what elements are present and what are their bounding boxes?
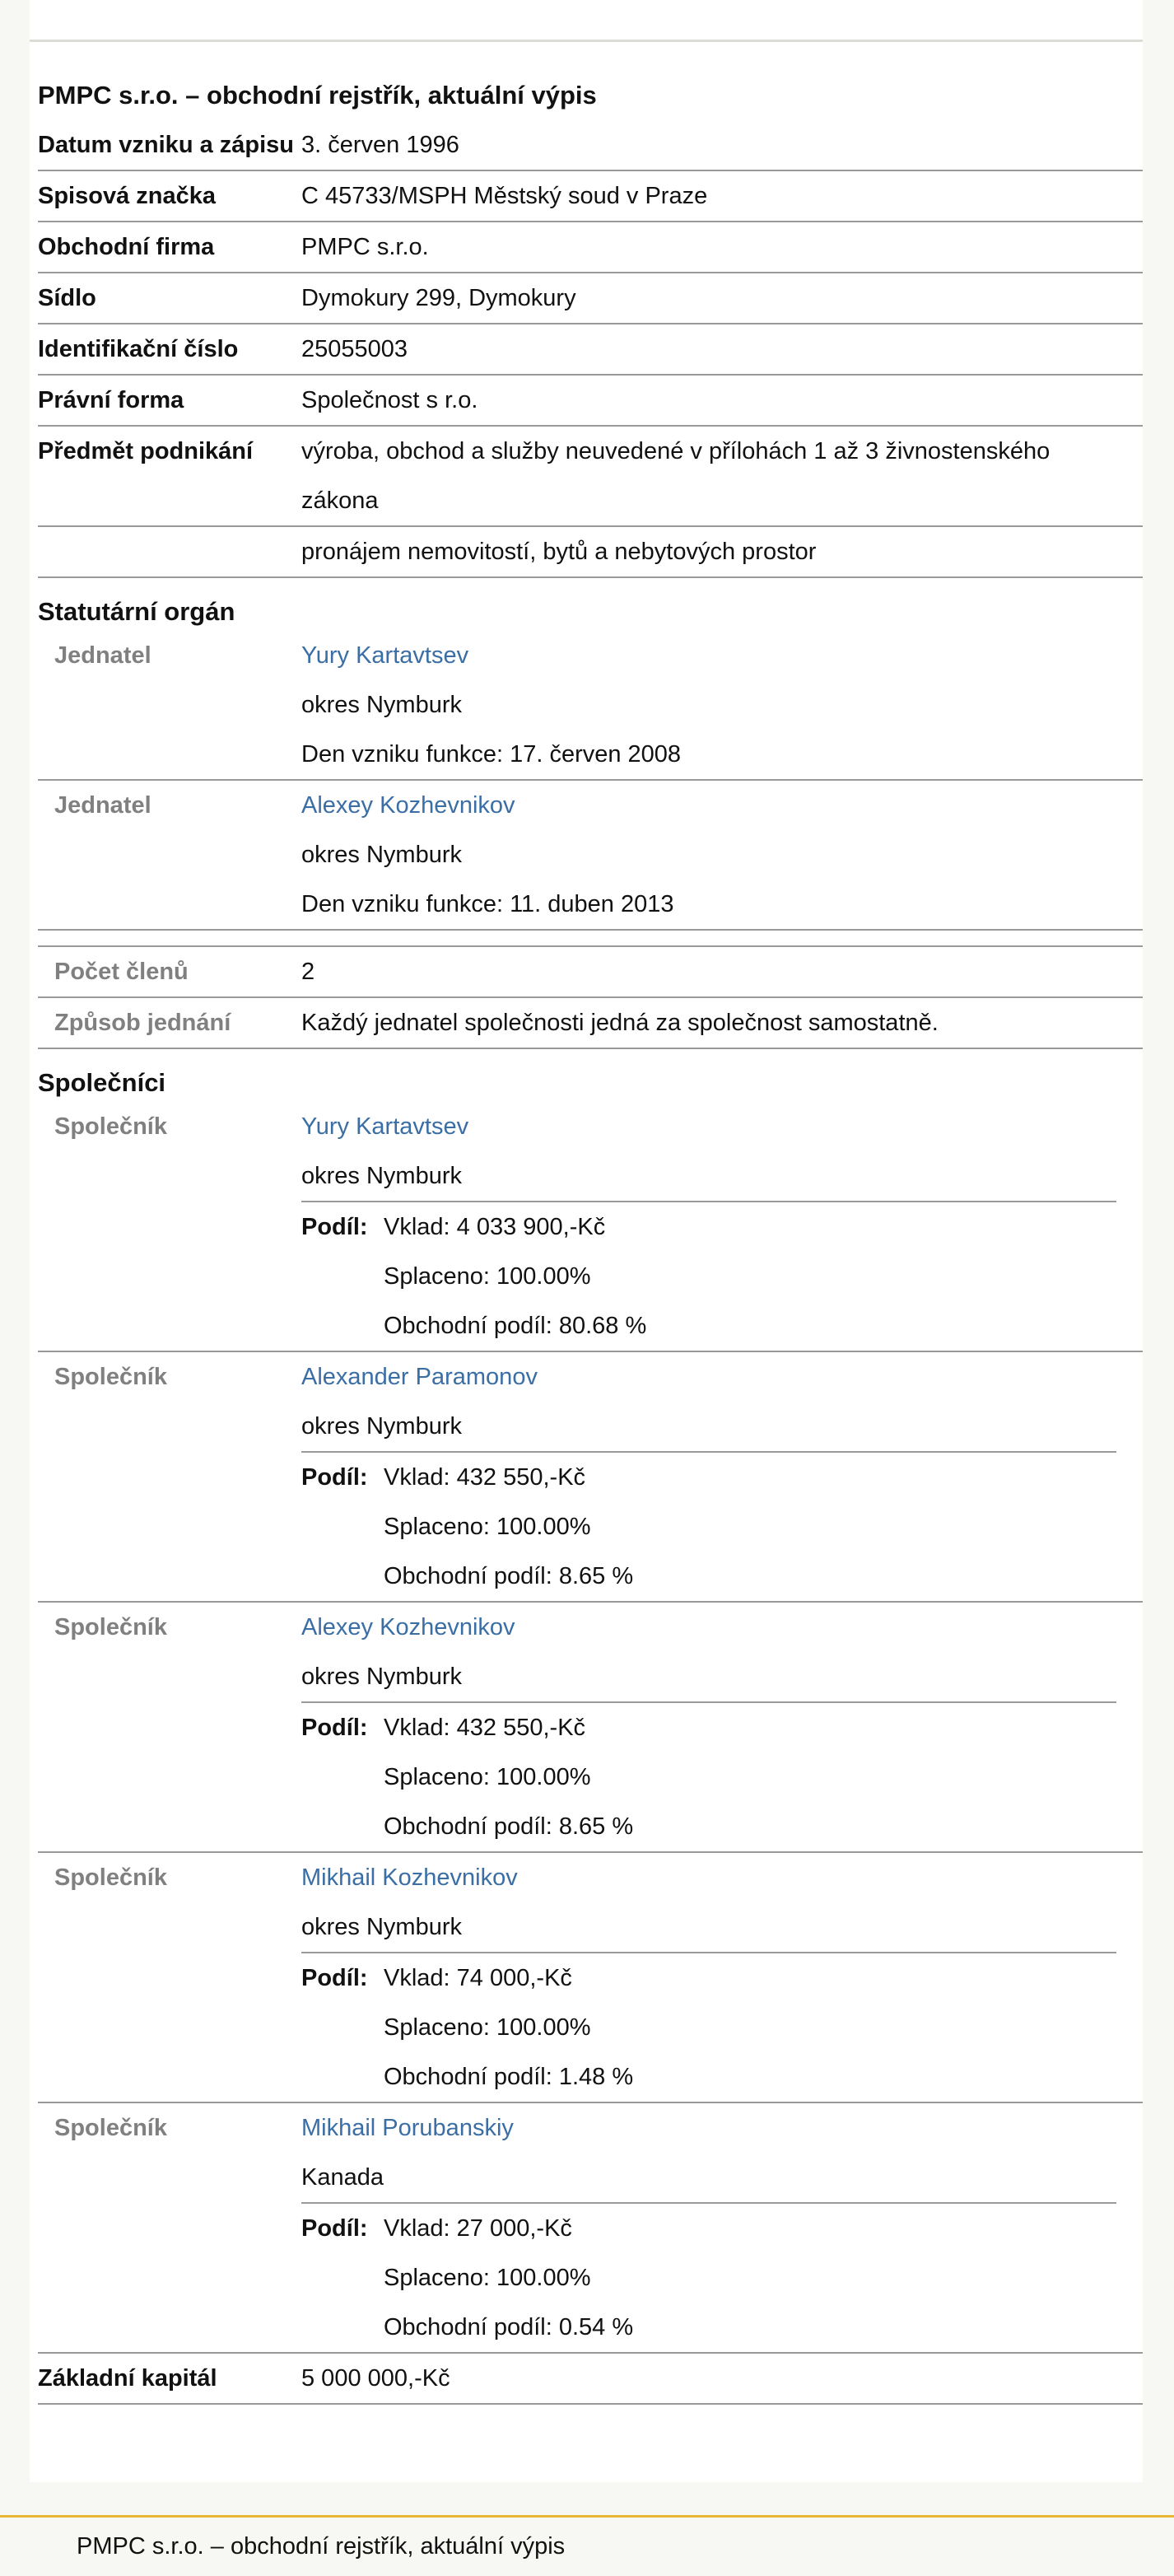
basic-info xyxy=(38,120,1143,578)
info-label: Právní forma xyxy=(38,387,184,413)
share-deposit: Vklad: 74 000,-Kč xyxy=(384,1965,572,1991)
partner-share xyxy=(301,1952,1116,2102)
info-row xyxy=(38,171,1143,222)
acting-method-row xyxy=(38,998,1143,1049)
info-row xyxy=(38,120,1143,171)
partner-location: Kanada xyxy=(301,2164,384,2191)
info-label: Sídlo xyxy=(38,285,96,311)
partner-name-link[interactable]: Mikhail Kozhevnikov xyxy=(301,1864,518,1891)
page-title: PMPC s.r.o. – obchodní rejstřík, aktuální výpis xyxy=(38,81,597,110)
info-value: Dymokury 299, Dymokury xyxy=(301,285,576,311)
capital-row xyxy=(38,2354,1143,2405)
partner-location: okres Nymburk xyxy=(301,1163,462,1189)
partner-name-link[interactable]: Alexey Kozhevnikov xyxy=(301,1614,515,1640)
share-paid: Splaceno: 100.00% xyxy=(384,2265,591,2291)
top-divider xyxy=(30,40,1143,42)
info-row xyxy=(38,376,1143,427)
registry-extract xyxy=(38,71,1143,2405)
share-label: Podíl: xyxy=(301,1715,368,1741)
member-since: Den vzniku funkce: 11. duben 2013 xyxy=(301,891,674,917)
share-deposit: Vklad: 27 000,-Kč xyxy=(384,2215,572,2242)
partner-share xyxy=(301,2202,1116,2352)
info-row xyxy=(38,427,1143,527)
info-label: Předmět podnikání xyxy=(38,438,254,464)
share-deposit: Vklad: 432 550,-Kč xyxy=(384,1464,586,1491)
share-paid: Splaceno: 100.00% xyxy=(384,1764,591,1790)
info-value: 3. červen 1996 xyxy=(301,132,459,158)
member-role: Jednatel xyxy=(54,642,151,669)
share-percent: Obchodní podíl: 80.68 % xyxy=(384,1313,647,1339)
info-label xyxy=(38,527,301,576)
member-count-row xyxy=(38,945,1143,998)
share-deposit: Vklad: 432 550,-Kč xyxy=(384,1715,586,1741)
share-label: Podíl: xyxy=(301,1464,368,1491)
info-value: pronájem nemovitostí, bytů a nebytových prostor xyxy=(301,539,817,565)
partner-role: Společník xyxy=(54,1364,167,1390)
member-since: Den vzniku funkce: 17. červen 2008 xyxy=(301,741,682,768)
partners-heading: Společníci xyxy=(38,1068,166,1097)
member-count-value: 2 xyxy=(301,959,315,985)
footer-divider xyxy=(0,2515,1174,2518)
partner-row xyxy=(38,1102,1143,1352)
share-paid: Splaceno: 100.00% xyxy=(384,1263,591,1290)
partner-row xyxy=(38,1853,1143,2103)
info-label: Identifikační číslo xyxy=(38,336,239,362)
capital-value: 5 000 000,-Kč xyxy=(301,2365,450,2392)
share-paid: Splaceno: 100.00% xyxy=(384,1514,591,1540)
partners-section xyxy=(38,1102,1143,2405)
partner-share xyxy=(301,1451,1116,1601)
info-label: Spisová značka xyxy=(38,183,216,209)
info-label: Obchodní firma xyxy=(38,234,215,260)
info-value: Společnost s r.o. xyxy=(301,387,478,413)
partner-name-link[interactable]: Alexander Paramonov xyxy=(301,1364,538,1390)
info-value: 25055003 xyxy=(301,336,408,362)
partner-row xyxy=(38,1352,1143,1603)
acting-method-label: Způsob jednání xyxy=(54,1010,231,1036)
share-percent: Obchodní podíl: 1.48 % xyxy=(384,2064,634,2090)
partner-row xyxy=(38,2103,1143,2354)
acting-method-value: Každý jednatel společnosti jedná za společnost samostatně. xyxy=(301,1010,939,1036)
info-label: Datum vzniku a zápisu xyxy=(38,132,295,158)
partner-share xyxy=(301,1201,1116,1351)
partner-row xyxy=(38,1603,1143,1853)
share-label: Podíl: xyxy=(301,1965,368,1991)
share-label: Podíl: xyxy=(301,1214,368,1240)
member-count-label: Počet členů xyxy=(54,959,189,985)
partner-location: okres Nymburk xyxy=(301,1413,462,1440)
partner-location: okres Nymburk xyxy=(301,1664,462,1690)
member-role: Jednatel xyxy=(54,792,151,819)
footer-title: PMPC s.r.o. – obchodní rejstřík, aktuální výpis xyxy=(77,2533,566,2560)
statutory-member xyxy=(38,781,1143,931)
partner-role: Společník xyxy=(54,1614,167,1640)
member-district: okres Nymburk xyxy=(301,842,462,868)
member-name-link[interactable]: Yury Kartavtsev xyxy=(301,642,469,669)
capital-label: Základní kapitál xyxy=(38,2365,217,2392)
partner-name-link[interactable]: Yury Kartavtsev xyxy=(301,1113,469,1140)
info-value: PMPC s.r.o. xyxy=(301,234,429,260)
statutory-member xyxy=(38,631,1143,781)
partner-role: Společník xyxy=(54,1864,167,1891)
share-label: Podíl: xyxy=(301,2215,368,2242)
statutory-heading: Statutární orgán xyxy=(38,597,235,626)
info-value: výroba, obchod a služby neuvedené v přílohách 1 až 3 živnostenského zákona xyxy=(301,438,1051,514)
member-district: okres Nymburk xyxy=(301,692,462,718)
info-row xyxy=(38,273,1143,324)
share-percent: Obchodní podíl: 0.54 % xyxy=(384,2314,634,2340)
info-row xyxy=(38,222,1143,273)
partner-role: Společník xyxy=(54,2115,167,2141)
partner-share xyxy=(301,1701,1116,1851)
share-percent: Obchodní podíl: 8.65 % xyxy=(384,1813,634,1840)
member-name-link[interactable]: Alexey Kozhevnikov xyxy=(301,792,515,819)
info-row xyxy=(38,324,1143,376)
info-value: C 45733/MSPH Městský soud v Praze xyxy=(301,183,708,209)
partner-name-link[interactable]: Mikhail Porubanskiy xyxy=(301,2115,514,2141)
partner-location: okres Nymburk xyxy=(301,1914,462,1940)
partner-role: Společník xyxy=(54,1113,167,1140)
share-paid: Splaceno: 100.00% xyxy=(384,2014,591,2041)
share-deposit: Vklad: 4 033 900,-Kč xyxy=(384,1214,606,1240)
statutory-section xyxy=(38,631,1143,1049)
share-percent: Obchodní podíl: 8.65 % xyxy=(384,1563,634,1589)
info-row xyxy=(38,527,1143,578)
